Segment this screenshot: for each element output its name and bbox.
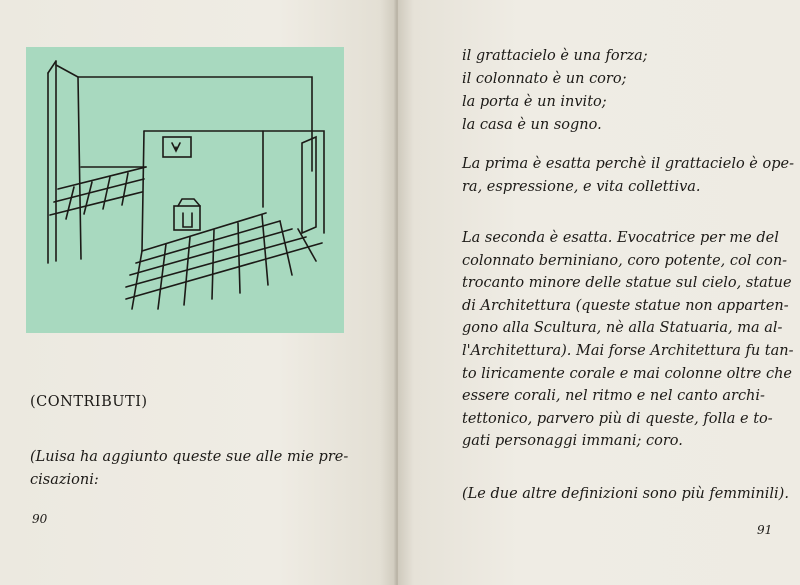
page-number-right: 91 bbox=[757, 523, 773, 537]
paragraph-three bbox=[462, 483, 789, 506]
text-line: (Le due altre definizioni sono più femminili). bbox=[462, 486, 789, 502]
text-line: il colonnato è un coro; bbox=[462, 71, 627, 87]
definitions-list bbox=[462, 45, 774, 137]
text-line: colonnato berniniano, coro potente, col con- bbox=[462, 252, 788, 269]
text-line: gono alla Scultura, nè alla Statuaria, ma al- bbox=[462, 320, 783, 337]
text-line: trocanto minore delle statue sul cielo, statue bbox=[462, 275, 792, 292]
left-page bbox=[0, 0, 396, 585]
text-line: gati personaggi immani; coro. bbox=[462, 433, 683, 450]
paragraph-two bbox=[462, 227, 794, 453]
interior-sketch-illustration bbox=[26, 47, 344, 333]
text-line: (Luisa ha aggiunto queste sue alle mie pre- bbox=[30, 449, 349, 465]
text-line: il grattacielo è una forza; bbox=[462, 48, 648, 64]
text-line: La seconda è esatta. Evocatrice per me del bbox=[462, 230, 779, 246]
paragraph-one bbox=[462, 153, 794, 199]
text-line: di Architettura (queste statue non apparten- bbox=[462, 297, 789, 314]
page-number-left: 90 bbox=[32, 512, 48, 526]
intro-paragraph bbox=[30, 446, 376, 492]
section-heading: (CONTRIBUTI) bbox=[30, 394, 148, 410]
text-line: ra, espressione, e vita collettiva. bbox=[462, 179, 701, 195]
sketch-drawing bbox=[26, 47, 344, 333]
text-line: La prima è esatta perchè il grattacielo è ope- bbox=[462, 156, 794, 172]
text-line: cisazioni: bbox=[30, 472, 99, 488]
text-line: l'Architettura). Mai forse Architettura fu tan- bbox=[462, 342, 794, 359]
text-line: tettonico, parvero più di queste, folla e to- bbox=[462, 410, 773, 427]
text-line: to liricamente corale e mai colonne oltre che bbox=[462, 365, 792, 382]
text-line: la porta è un invito; bbox=[462, 94, 607, 110]
text-line: la casa è un sogno. bbox=[462, 117, 602, 133]
text-line: essere corali, nel ritmo e nel canto archi- bbox=[462, 388, 765, 405]
